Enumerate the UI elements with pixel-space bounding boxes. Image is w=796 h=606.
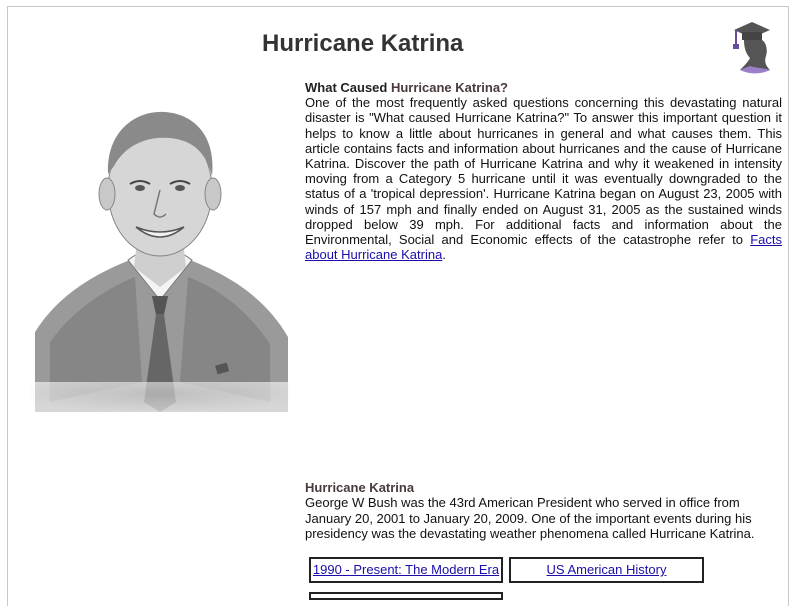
president-paragraph: George W Bush was the 43rd American President who served in office from January 20, 2001 to January 20, 2009. One of the important events during his presidency was the devastating weather phenomena called Hurricane Katrina.	[305, 495, 755, 542]
intro-section	[305, 80, 782, 262]
facts-link[interactable]: Facts about Hurricane Katrina	[305, 232, 782, 263]
intro-heading-highlight: Hurricane Katrina?	[390, 80, 509, 95]
intro-trailing-text: .	[442, 247, 446, 263]
modern-era-button[interactable]	[309, 557, 503, 583]
intro-body-text: One of the most frequently asked questions concerning this devastating natural disaster is "What caused Hurricane Katrina?" To answer this important question it helps to know a little about hurricanes in general and what causes them. This article contains facts and information about hurricanes and the cause of Hurricane Katrina. Discover the path of Hurricane Katrina and why it weakened in intensity moving from a Category 5 hurricane until it was eventually downgraded to the status of a 'tropical depression'. Hurricane Katrina began on August 23, 2005 with winds of 157 mph and finally ended on August 31, 2005 as the sustained winds dropped below 39 mph. For additional facts and information about the Environmental, Social and Economic effects of the catastrophe refer to	[305, 95, 782, 248]
president-section	[305, 480, 782, 542]
graduation-cap-logo-icon	[726, 18, 774, 76]
us-history-link[interactable]: US American History	[546, 562, 667, 577]
intro-paragraph	[305, 95, 782, 262]
us-history-button[interactable]	[509, 557, 704, 583]
modern-era-link[interactable]: 1990 - Present: The Modern Era	[312, 562, 500, 577]
president-heading: Hurricane Katrina	[305, 480, 415, 495]
page-title: Hurricane Katrina	[262, 30, 464, 57]
intro-heading-prefix: What Caused	[305, 80, 391, 95]
next-nav-button[interactable]	[309, 592, 503, 600]
intro-heading	[305, 80, 782, 95]
president-portrait-image	[30, 82, 290, 412]
